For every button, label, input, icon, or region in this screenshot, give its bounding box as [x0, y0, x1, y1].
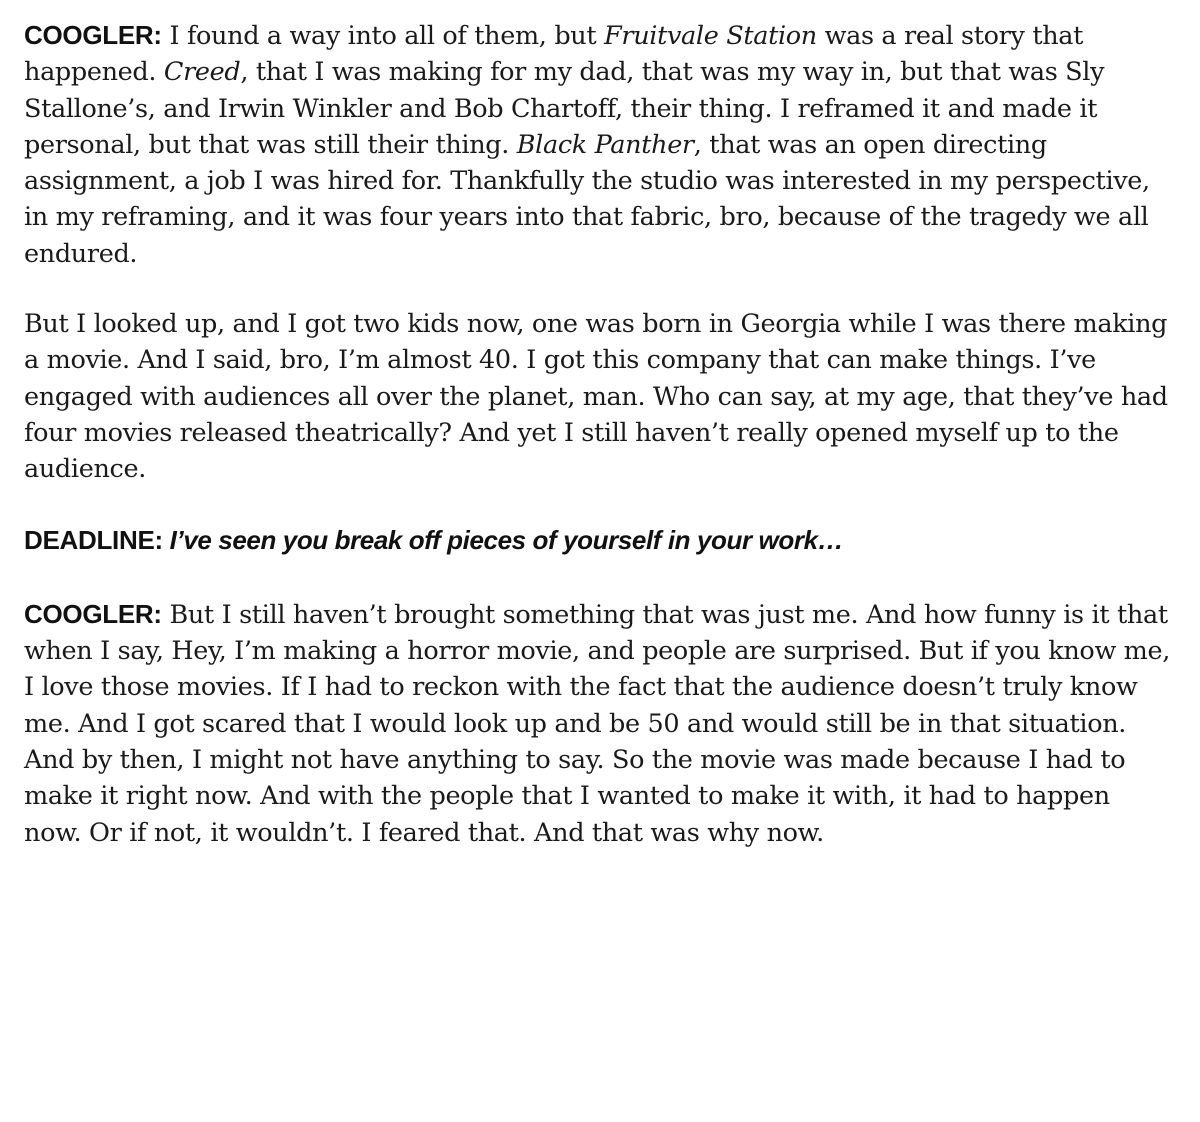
film-title-black-panther: Black Panther — [516, 129, 694, 160]
answer-paragraph-2 — [24, 306, 1174, 487]
answer-text: was a real story that happened. — [24, 21, 1084, 88]
film-title-creed: Creed — [163, 57, 241, 88]
answer-text: , that was an open directing assignment, a job I was hired for. Thankfully the studio was interested in my perspective, in my reframing, and it was four years into that fabric, bro, because of the tragedy we all endured. — [24, 129, 1150, 269]
answer-paragraph-3 — [24, 596, 1174, 851]
answer-text: But I still haven’t brought something that was just me. And how funny is it that when I say, Hey, I’m making a horror movie, and people are surprised. But if you know me, I love those movies. If I had to reckon with the fact that the audience doesn’t truly know me. And I got scared that I would look up and be 50 and would still be in that situation. And by then, I might not have anything to say. So the movie was made because I had to make it right now. And with the people that I wanted to make it with, it had to happen now. Or if not, it wouldn’t. I feared that. And that was why now. — [24, 599, 1170, 848]
film-title-fruitvale-station: Fruitvale Station — [604, 21, 817, 51]
speaker-label-coogler: COOGLER: — [24, 598, 162, 629]
interview-article — [24, 17, 1174, 885]
answer-text: I found a way into all of them, but — [161, 21, 605, 51]
answer-paragraph-1 — [24, 17, 1174, 272]
question-paragraph — [24, 522, 1174, 559]
speaker-label-coogler: COOGLER: — [24, 20, 162, 50]
speaker-label-deadline: DEADLINE: — [24, 524, 163, 555]
answer-text: , that I was making for my dad, that was my way in, but that was Sly Stallone’s, and Irwin Winkler and Bob Chartoff, their thing. I reframed it and made it personal, but that was still their thing. — [24, 57, 1105, 160]
answer-text: But I looked up, and I got two kids now, one was born in Georgia while I was there making a movie. And I said, bro, I’m almost 40. I got this company that can make things. I’ve engaged with audiences all over the planet, man. Who can say, at my age, that they’ve had four movies released theatrically? And yet I still haven’t really opened myself up to the audience. — [24, 309, 1168, 485]
question-text: I’ve seen you break off pieces of yourself in your work… — [162, 524, 844, 555]
